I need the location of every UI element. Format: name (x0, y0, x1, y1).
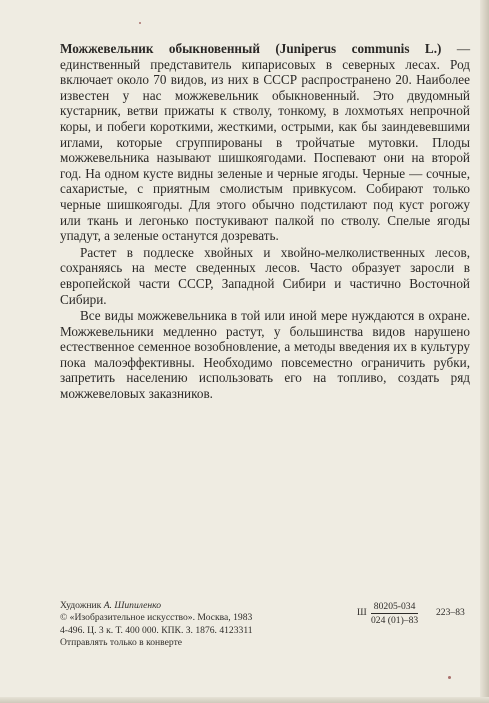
index-prefix: Ш (357, 607, 367, 618)
article-text (60, 41, 470, 402)
ink-speck (448, 676, 451, 679)
protection-paragraph: Все виды можжевельника в той или иной мере нуждаются в охране. Можжевельники медленно растут, у большинства видов нарушено естественное семенное возобновление, а методы введения их в культуру пока малоэффективны. Необходимо повсеместно ограничить рубки, запретить населению использовать его на топливо, создать ряд можжевеловых заказников. (60, 308, 470, 402)
artist-credit (60, 600, 340, 612)
ink-speck (139, 22, 141, 24)
index-fraction (371, 600, 418, 627)
index-code: 223–83 (436, 607, 465, 618)
intro-paragraph (60, 41, 470, 244)
publisher-line: © «Изобразительное искусство». Москва, 1983 (60, 612, 253, 624)
publication-imprint (60, 600, 340, 649)
paper-edge-right (480, 0, 489, 703)
print-order-line: 4-496. Ц. 3 к. Т. 400 000. КПК. З. 1876. 4123311 (60, 624, 253, 636)
habitat-paragraph: Растет в подлеске хвойных и хвойно-мелколиственных лесов, сохраняясь на месте сведенных лесов. Часто образует заросли в европейской части СССР, Западной Сибири и частично Восточной Сибири. (60, 244, 470, 307)
species-title: Можжевельник обыкновенный (Juniperus communis L.) (60, 41, 442, 56)
index-numerator: 80205-034 (371, 600, 418, 614)
intro-text: — единственный представитель кипарисовых в северных лесах. Род включает около 70 видов, из них в СССР распространено 20. Наиболее известен у нас можжевельник обыкновенный. Это двудомный кустарник, ветви прижаты к стволу, тонкому, в лохмотьях непрочной коры, и побеги короткими, жесткими, острыми, как бы заиндевевшими иглами, которые сгруппированы в тройчатые мутовки. Плоды можжевельника называют шишкоягодами. Поспевают они на второй год. На одном кусте видны зеленые и черные ягоды. Черные — сочные, сахаристые, с приятным смолистым привкусом. Собирают только черные шишкоягоды. Для этого обычно подстилают под куст рогожу или ткань и легонько постукивают палкой по стволу. Спелые ягоды упадут, а зеленые останутся дозревать. (60, 41, 471, 244)
paper-edge-bottom (0, 697, 489, 703)
mailing-note: Отправлять только в конверте (60, 636, 183, 648)
artist-label: Художник (60, 600, 104, 611)
index-denominator: 024 (01)–83 (371, 615, 419, 626)
artist-name: А. Шипиленко (103, 600, 162, 611)
